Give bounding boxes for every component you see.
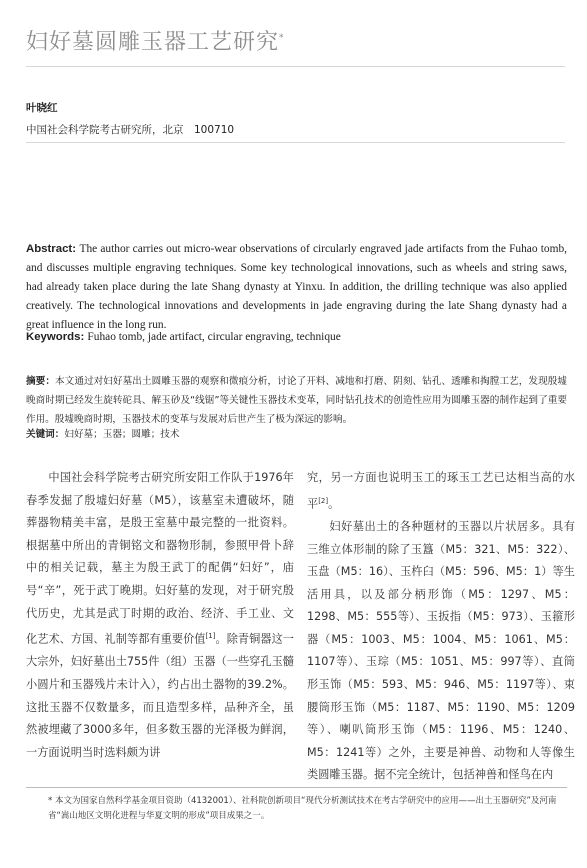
- abstract-en-sep: :: [72, 243, 80, 255]
- body-paragraph-1-text: 中国社会科学院考古研究所安阳工作队于1976年春季发掘了殷墟妇好墓（M5），该墓室未遭破坏，随葬器物精美丰富，是殷王室墓中最完整的一批资料。根据墓中所出的青铜铭文和器物形制，参照甲骨卜辞中的相关记载，墓主为殷王武丁的配偶“妇好”，庙号“辛”，死于武丁晚期。妇好墓的发现，对于研究殷代历史，尤其是武丁时期的政治、经济、手工业、文化艺术、方国、礼制等都有重要价值: [26, 471, 294, 646]
- abstract-cn-label: 摘要: [26, 376, 46, 387]
- abstract-en-label: Abstract: [26, 243, 73, 255]
- footnote-mark: *: [48, 796, 53, 806]
- body-paragraph-1-end: [307, 467, 575, 516]
- body-paragraph-1-cont: 。除青铜器这一大宗外，妇好墓出土755件（组）玉器（一些穿孔玉髓小圆片和玉器残片未计入），约占出土器物的39.2%。这批玉器不仅数量多，而且造型多样，品种齐全，虽然被埋藏了3000多年，但多数玉器的光泽极为鲜润，一方面说明当时选料颇为讲: [26, 632, 294, 759]
- title-divider: [26, 66, 565, 67]
- abstract-chinese: [26, 372, 567, 429]
- keywords-en-sep: :: [80, 331, 88, 343]
- abstract-en-text: The author carries out micro-wear observations of circularly engraved jade artifacts from the Fuhao tomb, and discusses multiple engraving techniques. Some key technological innovations, such as wheels and string saws, had already taken place during the late Shang dynasty at Yinxu. In addition, the drilling technique was also applied creatively. The technological innovations and developments in jade engraving during the late Shang dynasty had a great influence in the long run.: [26, 243, 567, 331]
- citation-ref-1[interactable]: [1]: [205, 632, 216, 641]
- body-column-left: [26, 467, 294, 764]
- keywords-english: [26, 331, 567, 343]
- keywords-en-label: Keywords: [26, 331, 81, 343]
- body-column-right: [307, 467, 575, 787]
- footnote-divider: [26, 787, 567, 788]
- author-name: 叶晓红: [26, 102, 58, 114]
- author-affiliation: 中国社会科学院考古研究所，北京 100710: [26, 124, 235, 136]
- title-footnote-mark: *: [279, 33, 285, 44]
- keywords-en-text: Fuhao tomb, jade artifact, circular engraving, technique: [87, 331, 341, 343]
- footnote: [26, 794, 567, 824]
- abstract-cn-text: 本文通过对妇好墓出土圆雕玉器的观察和微痕分析，讨论了开料、减地和打磨、阴刻、钻孔、透雕和掏膛工艺，发现殷墟晚商时期已经发生旋转砣具、解玉砂及“线锯”等关键性玉器技术变革，同时钻孔技术的创造性应用为圆雕玉器的制作起到了重要作用。殷墟晚商时期，玉器技术的变革与发展对后世产生了极为深远的影响。: [26, 376, 568, 425]
- affiliation-divider: [26, 142, 565, 143]
- keywords-chinese: [26, 426, 567, 440]
- title-text: 妇好墓圆雕玉器工艺研究: [26, 30, 280, 55]
- keywords-cn-text: 妇好墓；玉器；圆雕；技术: [64, 429, 180, 440]
- footnote-text: 本文为国家自然科学基金项目资助（4132001）、社科院创新项目“现代分析测试技术在考古学研究中的应用——出土玉器研究”及河南省“嵩山地区文明化进程与华夏文明的形成”项目成果之一。: [48, 796, 557, 821]
- keywords-cn-sep: ：: [54, 429, 65, 440]
- body-paragraph-1: [26, 467, 294, 764]
- body-paragraph-1-end-text: 究，另一方面也说明玉工的琢玉工艺已达相当高的水平: [307, 471, 575, 511]
- body-paragraph-1-end-punct: 。: [328, 497, 340, 511]
- abstract-english: [26, 240, 567, 335]
- page-title: [26, 25, 285, 56]
- body-paragraph-2: 妇好墓出土的各种题材的玉器以片状居多。具有三维立体形制的除了玉簋（M5：321、M5：322）、玉盘（M5：16）、玉杵臼（M5：596、M5：1）等生活用具，以及部分柄形饰（M5：1297、M5：1298、M5：555等）、玉扳指（M5：973）、玉箍形器（M5：1003、M5：1004、M5：1061、M5：1107等）、玉琮（M5：1051、M5：997等）、直筒形玉饰（M5：593、M5：946、M5：1197等）、束腰筒形玉饰（M5：1187、M5：1190、M5：1209等）、喇叭筒形玉饰（M5：1196、M5：1240、M5：1241等）之外，主要是神兽、动物和人等像生类圆雕玉器。据不完全统计，包括神兽和怪鸟在内: [307, 519, 575, 782]
- keywords-cn-label: 关键词: [26, 429, 55, 440]
- citation-ref-2[interactable]: [2]: [318, 496, 329, 505]
- abstract-cn-sep: ：: [45, 376, 55, 387]
